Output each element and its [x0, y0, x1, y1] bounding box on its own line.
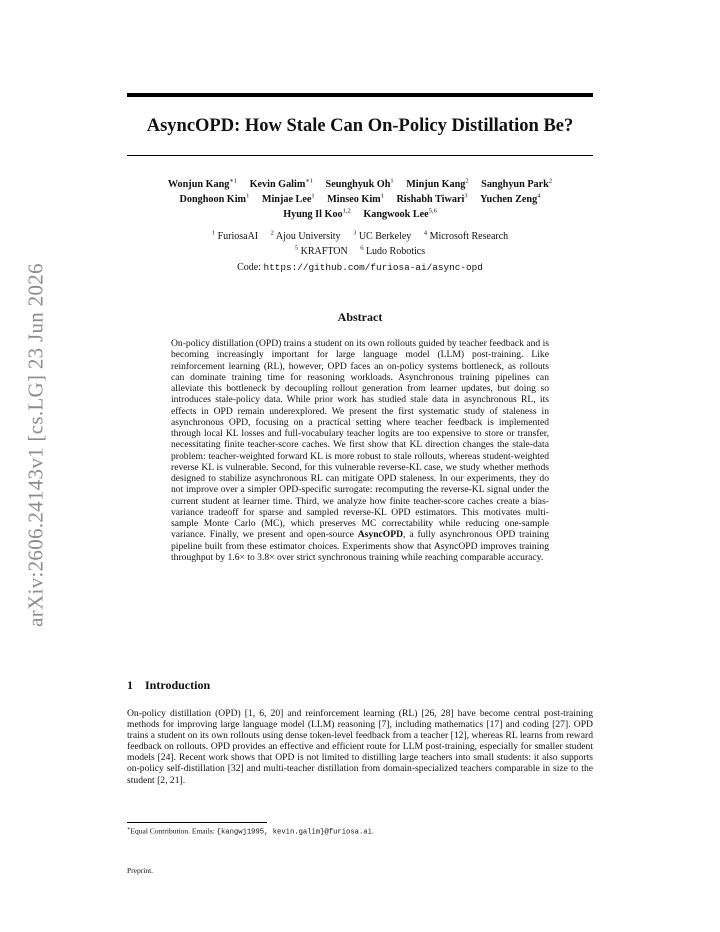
- author: Rishabh Tiwari$^3$: [396, 192, 468, 206]
- author-line: [127, 206, 593, 221]
- author: Minjae Lee$^1$: [261, 192, 315, 206]
- footnote: ∗Equal Contribution. Emails: {kangwj1995, kevin.galim}@furiosa.ai.: [127, 826, 374, 837]
- section-heading-introduction: 1 Introduction: [127, 678, 211, 692]
- code-link-line: [127, 262, 593, 273]
- preprint-label: Preprint.: [127, 866, 154, 875]
- author: Donghoon Kim$^1$: [179, 192, 250, 206]
- author: Seunghyuk Oh$^1$: [325, 178, 394, 191]
- affiliation: $^5$ KRAFTON: [294, 244, 348, 258]
- title-bottom-rule: [127, 155, 593, 156]
- author: Kangwook Lee$^{5,6}$: [363, 207, 437, 221]
- affiliation-list: [127, 228, 593, 258]
- code-label: Code:: [237, 262, 261, 273]
- footnote-emails: {kangwj1995, kevin.galim}@furiosa.ai: [216, 828, 372, 837]
- affiliation: $^3$ UC Berkeley: [353, 230, 412, 243]
- asyncopd-bold: AsyncOPD: [357, 529, 404, 541]
- affiliation: $^6$ Ludo Robotics: [360, 244, 426, 258]
- paper-title: AsyncOPD: How Stale Can On-Policy Distillation Be?: [146, 116, 574, 136]
- arxiv-sidebar-stamp: [14, 230, 58, 660]
- affiliation-line: [127, 228, 593, 243]
- author: Sanghyun Park$^2$: [481, 178, 553, 191]
- footnote-rule: [127, 822, 267, 823]
- code-url-link[interactable]: https://github.com/furiosa-ai/async-opd: [263, 262, 483, 273]
- author: Minseo Kim$^1$: [327, 192, 384, 206]
- author: Wonjun Kang$^{∗1}$: [167, 178, 238, 191]
- title-top-rule: [127, 93, 593, 97]
- abstract-heading: Abstract: [337, 310, 383, 324]
- introduction-paragraph: On-policy distillation (OPD) [1, 6, 20] and reinforcement learning (RL) [26, 28] have become central post-training methods for improving large language model (LLM) reasoning [7], including mathematics [17] and coding [27]. OPD trains a student on its own rollouts using dense token-level feedback from a teacher [12], whereas RL learns from reward feedback on rollouts. OPD provides an effective and efficient route for LLM post-training, especially for smaller student models [24]. Recent work shows that OPD is not limited to distilling large teachers into small students: it also supports on-policy self-distillation [32] and multi-teacher distillation from domain-specialized teachers comparable in size to the student [2, 21].: [127, 708, 593, 786]
- arxiv-id: arXiv:2606.24143v1 [cs.LG] 23 Jun 2026: [23, 263, 48, 627]
- abstract-body: On-policy distillation (OPD) trains a student on its own rollouts guided by teacher feedback and is becoming increasingly important for large language model (LLM) post-training. Like reinforcement learning (RL), however, OPD faces an on-policy systems bottleneck, as rollouts can dominate training time for reasoning workloads. Asynchronous training pipelines can alleviate this bottleneck by decoupling rollout generation from learner updates, but doing so introduces stale-policy data. While prior work has studied stale data in asynchronous RL, its effects in OPD remain underexplored. We present the first systematic study of staleness in asynchronous OPD, focusing on a practical setting where teacher feedback is implemented through local KL losses and full-vocabulary teacher logits are too expensive to store or transfer, necessitating finite teacher-score caches. We first show that KL direction changes the stale-data problem: teacher-weighted forward KL is more robust to stale rollouts, whereas student-weighted reverse KL is vulnerable. Second, for this vulnerable reverse-KL case, we study whether methods designed to stabilize asynchronous RL can mitigate OPD staleness. In our experiments, they do not improve over a simpler OPD-specific surrogate: recomputing the reverse-KL signal under the current student at learner time. Third, we analyze how finite teacher-score caches create a bias-variance tradeoff for sparse and sampled reverse-KL OPD estimators. This motivates multi-sample Monte Carlo (MC), which preserves MC correctability while reducing one-sample variance. Finally, we present and open-source AsyncOPD, a fully asynchronous OPD training pipeline built from these estimator choices. Experiments show that AsyncOPD improves training throughput by 1.6× to 3.8× over strict synchronous training while reaching comparable accuracy.: [171, 338, 549, 563]
- author: Kevin Galim$^{∗1}$: [249, 178, 313, 191]
- author-line: [127, 191, 593, 206]
- author: Hyung Il Koo$^{1,2}$: [283, 207, 351, 221]
- affiliation: $^1$ FuriosaAI: [211, 230, 259, 243]
- author: Yuchen Zeng$^4$: [480, 192, 541, 206]
- affiliation-line: [127, 243, 593, 258]
- author-line: [127, 176, 593, 191]
- affiliation: $^2$ Ajou University: [270, 230, 341, 243]
- author: Minjun Kang$^2$: [406, 178, 469, 191]
- affiliation: $^4$ Microsoft Research: [423, 230, 509, 243]
- author-list: [127, 176, 593, 221]
